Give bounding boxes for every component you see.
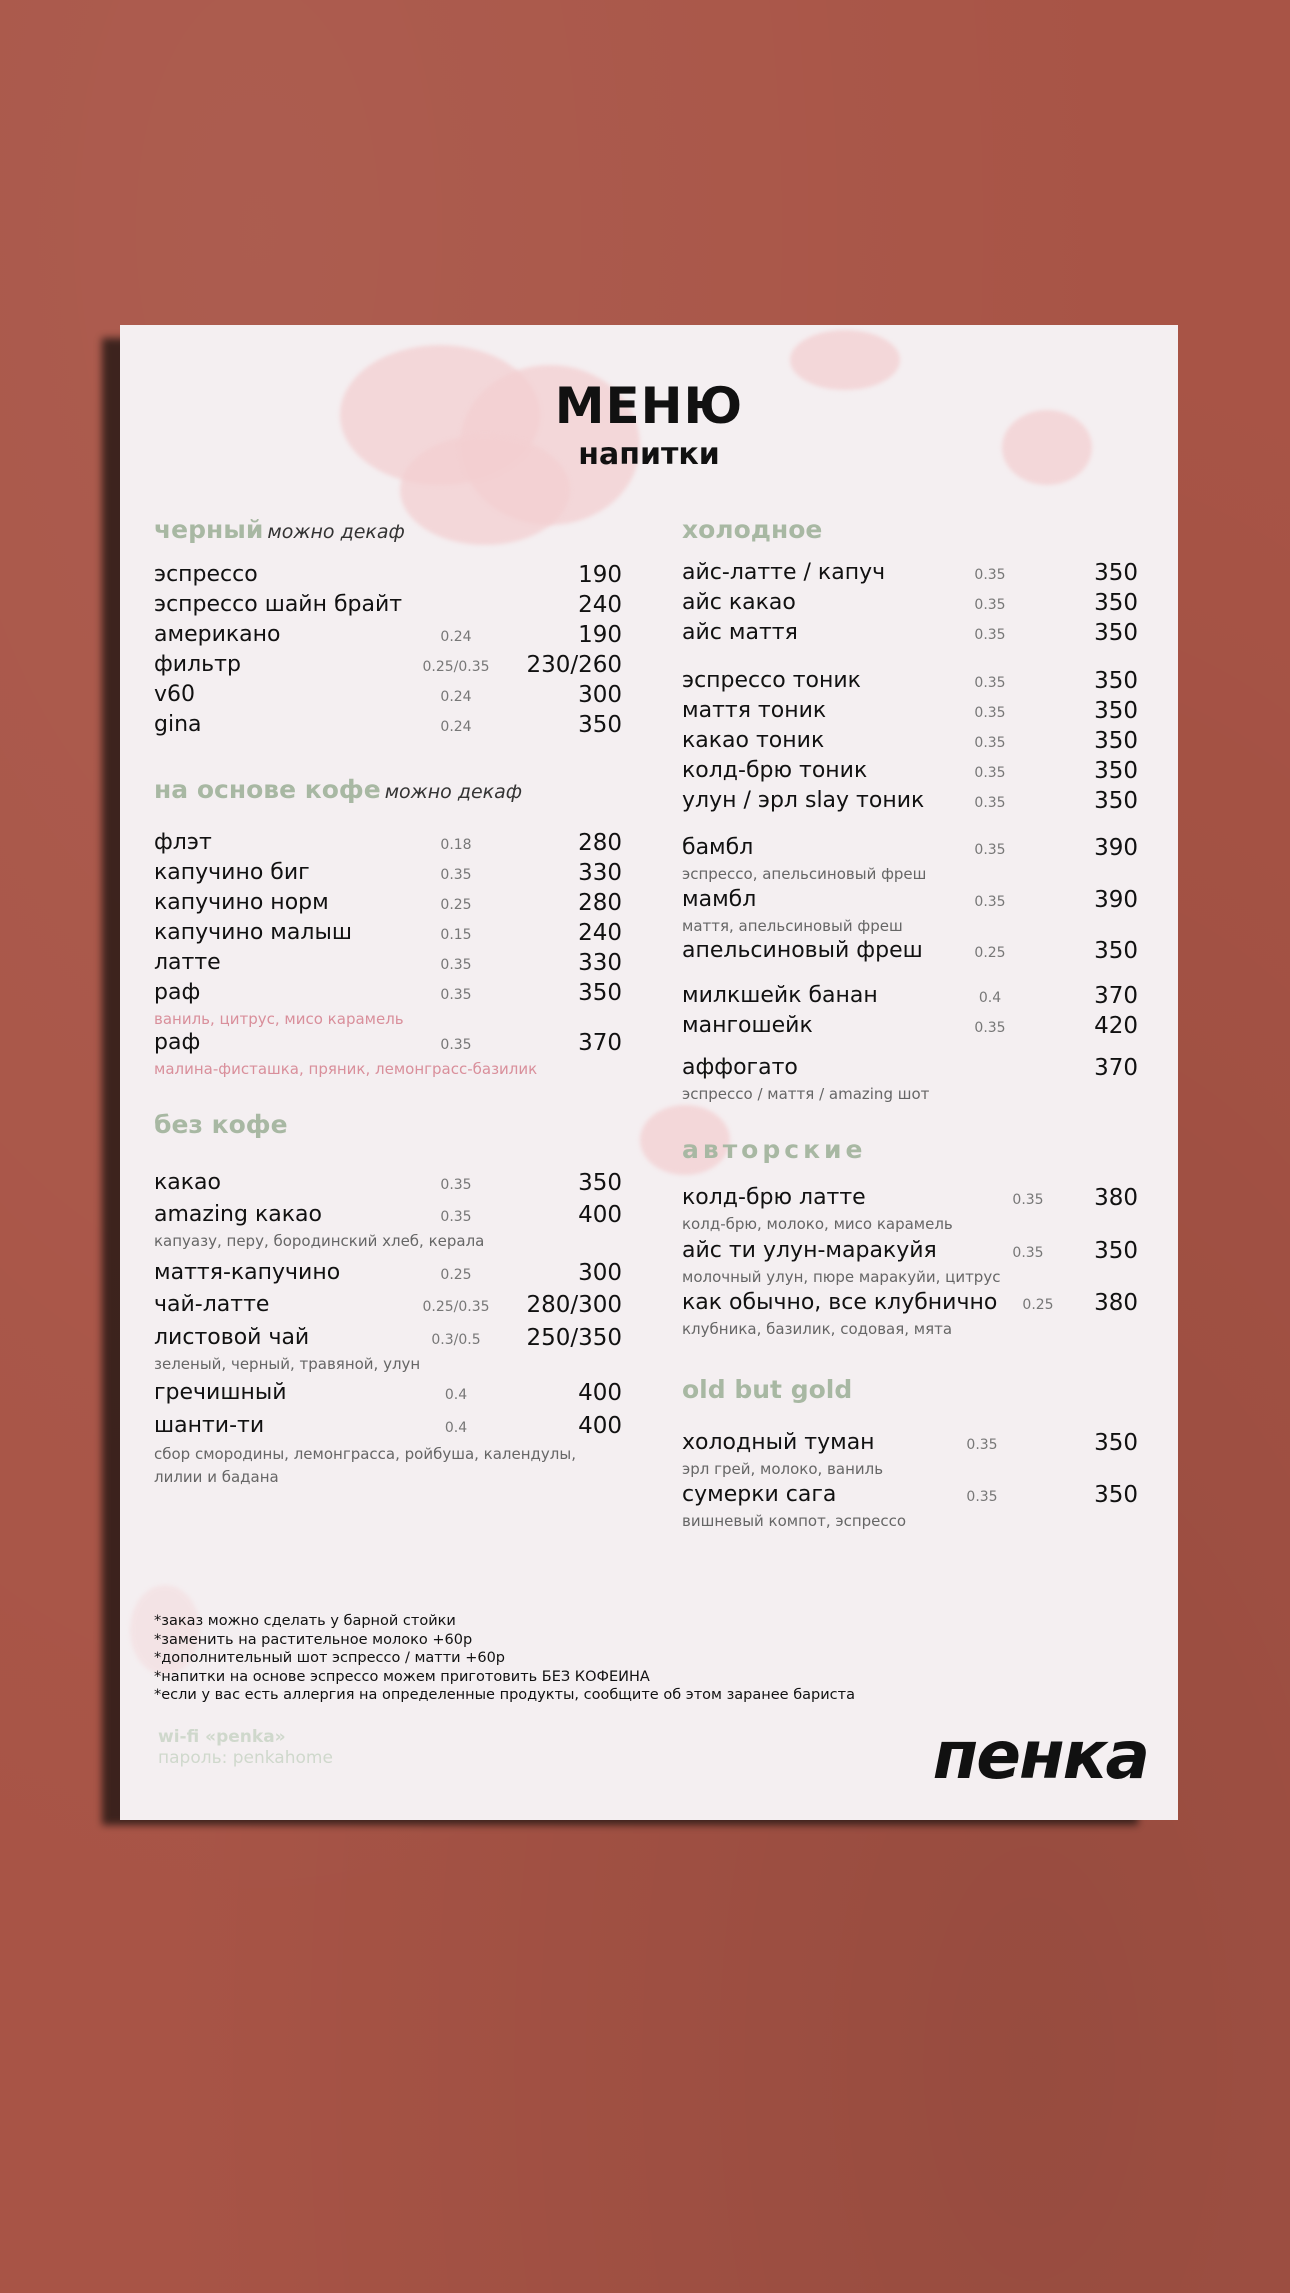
item-price: 380 xyxy=(1094,1185,1138,1211)
section-header xyxy=(154,775,522,804)
menu-item xyxy=(154,860,622,890)
item-name: бамбл xyxy=(682,835,754,860)
footnotes xyxy=(154,1612,855,1705)
item-volume: 0.3/0.5 xyxy=(431,1332,481,1348)
item-price: 190 xyxy=(578,562,622,588)
menu-item xyxy=(154,1292,622,1322)
menu-item xyxy=(154,1260,622,1290)
item-name: американо xyxy=(154,622,281,647)
item-volume: 0.25 xyxy=(440,1267,472,1283)
footnote-line: *если у вас есть аллергия на определенные продукты, сообщите об этом заранее бариста xyxy=(154,1687,855,1703)
item-price: 400 xyxy=(578,1413,622,1439)
item-volume: 0.25/0.35 xyxy=(422,659,490,675)
section-title: авторские xyxy=(682,1135,867,1164)
item-volume: 0.25 xyxy=(440,897,472,913)
wifi-password: пароль: penkahome xyxy=(158,1748,333,1768)
menu-item xyxy=(682,887,1138,917)
item-price: 240 xyxy=(578,592,622,618)
item-name: листовой чай xyxy=(154,1325,310,1350)
item-description: эспрессо, апельсиновый фреш xyxy=(682,865,927,883)
item-name: флэт xyxy=(154,830,212,855)
item-volume: 0.35 xyxy=(974,735,1006,751)
item-volume: 0.18 xyxy=(440,837,472,853)
item-price: 350 xyxy=(1094,728,1138,754)
item-name: аффогато xyxy=(682,1055,798,1080)
section-title: на основе кофе xyxy=(154,775,381,804)
item-description: малина-фисташка, пряник, лемонграсс-базилик xyxy=(154,1060,538,1078)
menu-item xyxy=(682,1238,1138,1268)
item-description: сбор смородины, лемонграсса, ройбуша, календулы, лилии и бадана xyxy=(154,1445,576,1486)
section-header xyxy=(682,515,822,544)
section-header xyxy=(682,1375,852,1404)
item-name: улун / эрл slay тоник xyxy=(682,788,925,813)
item-description: молочный улун, пюре маракуйи, цитрус xyxy=(682,1268,1001,1286)
menu-item xyxy=(682,1055,1138,1085)
item-volume: 0.25 xyxy=(1022,1297,1054,1313)
item-volume: 0.25/0.35 xyxy=(422,1299,490,1315)
item-volume: 0.35 xyxy=(966,1489,998,1505)
item-volume: 0.35 xyxy=(440,1209,472,1225)
item-name: эспрессо xyxy=(154,562,258,587)
item-price: 400 xyxy=(578,1380,622,1406)
item-description: капуазу, перу, бородинский хлеб, керала xyxy=(154,1232,485,1250)
item-volume: 0.4 xyxy=(444,1387,468,1403)
footnote-line: *дополнительный шот эспрессо / матти +60р xyxy=(154,1650,506,1666)
item-price: 330 xyxy=(578,860,622,886)
item-description: зеленый, черный, травяной, улун xyxy=(154,1355,421,1373)
item-name: какао xyxy=(154,1170,221,1195)
item-volume: 0.35 xyxy=(974,627,1006,643)
item-name: маття-капучино xyxy=(154,1260,341,1285)
menu-item xyxy=(154,1170,622,1200)
menu-item xyxy=(682,620,1138,650)
item-volume: 0.24 xyxy=(440,689,472,705)
item-name: мамбл xyxy=(682,887,757,912)
section-header xyxy=(682,1135,867,1164)
menu-item xyxy=(682,1290,1138,1320)
item-name: v60 xyxy=(154,682,196,707)
menu-item xyxy=(154,562,622,592)
item-price: 420 xyxy=(1094,1013,1138,1039)
page-subtitle: напитки xyxy=(578,437,720,472)
item-price: 330 xyxy=(578,950,622,976)
item-description: ваниль, цитрус, мисо карамель xyxy=(154,1010,404,1028)
item-name: раф xyxy=(154,980,201,1005)
item-price: 250/350 xyxy=(526,1325,622,1351)
item-price: 280/300 xyxy=(526,1292,622,1318)
menu-item xyxy=(682,788,1138,818)
item-price: 350 xyxy=(1094,1238,1138,1264)
menu-item xyxy=(154,1202,622,1232)
menu-item xyxy=(154,682,622,712)
menu-item xyxy=(682,1013,1138,1043)
menu-item xyxy=(682,560,1138,590)
menu-item xyxy=(682,668,1138,698)
item-volume: 0.35 xyxy=(440,1037,472,1053)
item-volume: 0.35 xyxy=(974,765,1006,781)
menu-item xyxy=(682,1430,1138,1460)
item-name: amazing какао xyxy=(154,1202,322,1227)
menu-item xyxy=(682,938,1138,968)
menu-item xyxy=(682,590,1138,620)
item-description: маття, апельсиновый фреш xyxy=(682,917,903,935)
item-price: 350 xyxy=(1094,1430,1138,1456)
item-volume: 0.35 xyxy=(974,705,1006,721)
item-name: айс какао xyxy=(682,590,796,615)
menu-item xyxy=(154,830,622,860)
item-price: 350 xyxy=(1094,788,1138,814)
item-name: чай-латте xyxy=(154,1292,270,1317)
section-title: холодное xyxy=(682,515,823,544)
menu-item xyxy=(154,622,622,652)
item-price: 350 xyxy=(1094,668,1138,694)
item-price: 370 xyxy=(1094,983,1138,1009)
item-name: шанти-ти xyxy=(154,1413,265,1438)
menu-item xyxy=(154,1380,622,1410)
item-name: айс ти улун-маракуйя xyxy=(682,1238,937,1263)
item-volume: 0.35 xyxy=(1012,1192,1044,1208)
item-price: 350 xyxy=(1094,938,1138,964)
section-header xyxy=(154,1110,288,1139)
item-price: 380 xyxy=(1094,1290,1138,1316)
item-price: 350 xyxy=(1094,1482,1138,1508)
item-description: эспрессо / маття / amazing шот xyxy=(682,1085,930,1103)
item-price: 300 xyxy=(578,682,622,708)
menu-item xyxy=(682,728,1138,758)
item-price: 350 xyxy=(578,1170,622,1196)
item-name: как обычно, все клубнично xyxy=(682,1290,998,1315)
item-volume: 0.35 xyxy=(440,957,472,973)
item-price: 350 xyxy=(578,712,622,738)
item-name: айс-латте / капуч xyxy=(682,560,886,585)
item-volume: 0.35 xyxy=(440,987,472,1003)
item-price: 350 xyxy=(1094,620,1138,646)
item-price: 400 xyxy=(578,1202,622,1228)
item-price: 350 xyxy=(578,980,622,1006)
menu-item xyxy=(682,758,1138,788)
item-volume: 0.35 xyxy=(974,894,1006,910)
item-name: милкшейк банан xyxy=(682,983,878,1008)
item-description: колд-брю, молоко, мисо карамель xyxy=(682,1215,953,1233)
item-price: 350 xyxy=(1094,758,1138,784)
menu-item xyxy=(682,983,1138,1013)
footnote-line: *заказ можно сделать у барной стойки xyxy=(154,1613,456,1629)
item-volume: 0.24 xyxy=(440,719,472,735)
menu-item xyxy=(154,712,622,742)
menu-item xyxy=(682,1185,1138,1215)
item-price: 240 xyxy=(578,920,622,946)
menu-item xyxy=(154,1413,622,1443)
item-volume: 0.35 xyxy=(440,867,472,883)
item-description: клубника, базилик, содовая, мята xyxy=(682,1320,953,1338)
menu-item xyxy=(682,1482,1138,1512)
menu-item xyxy=(154,652,622,682)
item-name: сумерки сага xyxy=(682,1482,837,1507)
wifi-name: wi-fi «penka» xyxy=(158,1727,286,1747)
item-volume: 0.35 xyxy=(440,1177,472,1193)
item-price: 350 xyxy=(1094,698,1138,724)
item-name: холодный туман xyxy=(682,1430,875,1455)
footnote-line: *напитки на основе эспрессо можем приготовить БЕЗ КОФЕИНА xyxy=(154,1668,650,1685)
item-name: латте xyxy=(154,950,221,975)
item-volume: 0.35 xyxy=(974,675,1006,691)
item-name: колд-брю тоник xyxy=(682,758,868,783)
wifi-info xyxy=(158,1727,333,1769)
item-price: 350 xyxy=(1094,590,1138,616)
item-description: вишневый компот, эспрессо xyxy=(682,1512,907,1530)
item-name: раф xyxy=(154,1030,201,1055)
item-price: 350 xyxy=(1094,560,1138,586)
page-title: МЕНЮ xyxy=(554,377,744,435)
item-name: капучино малыш xyxy=(154,920,352,945)
item-volume: 0.35 xyxy=(974,795,1006,811)
item-name: апельсиновый фреш xyxy=(682,938,923,963)
menu-sheet xyxy=(120,325,1178,1820)
menu-item xyxy=(682,835,1138,865)
item-name: маття тоник xyxy=(682,698,827,723)
item-volume: 0.25 xyxy=(974,945,1006,961)
item-name: айс маття xyxy=(682,620,798,645)
item-volume: 0.4 xyxy=(444,1420,468,1436)
item-price: 280 xyxy=(578,830,622,856)
item-name: гречишный xyxy=(154,1380,287,1405)
item-volume: 0.24 xyxy=(440,629,472,645)
section-note: можно декаф xyxy=(384,781,523,803)
item-name: капучино биг xyxy=(154,860,310,885)
item-price: 390 xyxy=(1094,835,1138,861)
item-volume: 0.35 xyxy=(974,1020,1006,1036)
item-name: капучино норм xyxy=(154,890,329,915)
item-price: 370 xyxy=(578,1030,622,1056)
menu-item xyxy=(682,698,1138,728)
penka-logo: пенка xyxy=(932,1717,1148,1794)
menu-item xyxy=(154,1325,622,1355)
item-price: 190 xyxy=(578,622,622,648)
section-title: черный xyxy=(154,515,264,544)
item-name: эспрессо тоник xyxy=(682,668,861,693)
section-header xyxy=(154,515,405,544)
item-description: эрл грей, молоко, ваниль xyxy=(682,1460,884,1478)
item-volume: 0.15 xyxy=(440,927,472,943)
item-volume: 0.35 xyxy=(974,567,1006,583)
item-name: эспрессо шайн брайт xyxy=(154,592,403,617)
section-title: без кофе xyxy=(154,1110,288,1139)
menu-item xyxy=(154,950,622,980)
item-price: 230/260 xyxy=(526,652,622,678)
item-name: колд-брю латте xyxy=(682,1185,866,1210)
item-name: gina xyxy=(154,712,202,737)
item-price: 390 xyxy=(1094,887,1138,913)
section-title: old but gold xyxy=(682,1375,853,1404)
item-price: 300 xyxy=(578,1260,622,1286)
item-volume: 0.4 xyxy=(978,990,1002,1006)
section-note: можно декаф xyxy=(267,521,405,543)
menu-item xyxy=(154,1030,622,1060)
item-price: 280 xyxy=(578,890,622,916)
item-name: фильтр xyxy=(154,652,241,677)
footnote-line: *заменить на растительное молоко +60р xyxy=(154,1631,473,1648)
item-volume: 0.35 xyxy=(1012,1245,1044,1261)
menu-item xyxy=(154,890,622,920)
item-price: 370 xyxy=(1094,1055,1138,1081)
item-volume: 0.35 xyxy=(974,597,1006,613)
menu-item xyxy=(154,920,622,950)
item-name: какао тоник xyxy=(682,728,825,753)
item-volume: 0.35 xyxy=(974,842,1006,858)
item-volume: 0.35 xyxy=(966,1437,998,1453)
item-name: мангошейк xyxy=(682,1013,813,1038)
menu-item xyxy=(154,592,622,622)
menu-item xyxy=(154,980,622,1010)
